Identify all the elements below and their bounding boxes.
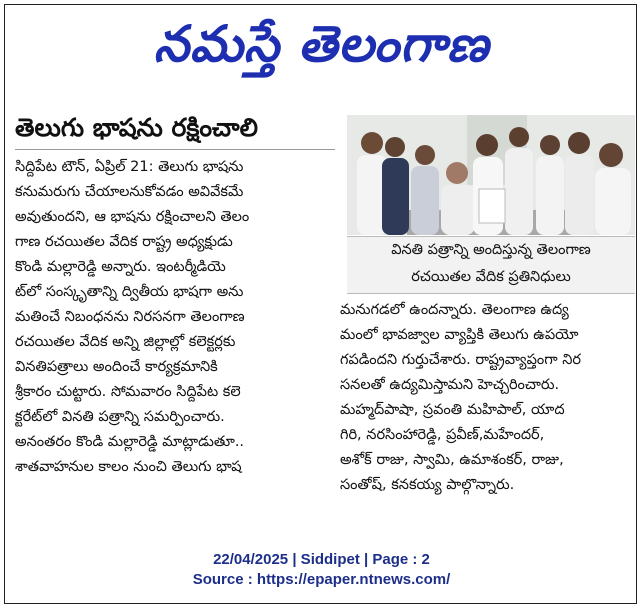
article-line: సంతోష్, కనకయ్య పాల్గొన్నారు.: [340, 477, 515, 493]
article-line: అవుతుందని, ఆ భాషను రక్షించాలని తెలం: [15, 209, 250, 225]
article-line: మంలో భావజ్వాల వ్యాప్తికి తెలుగు ఉపయో: [340, 327, 579, 343]
footer-date-edition: 22/04/2025 | Siddipet | Page : 2: [213, 551, 430, 568]
article-line: అనంతరం కొండి మల్లారెడ్డి మాట్లాడుతూ..: [15, 434, 245, 450]
article-column-right: [340, 298, 635, 498]
article-line: గపడిందని గుర్తుచేశారు. రాష్ట్రవ్యాప్తంగా నిర: [340, 352, 581, 368]
article-column-left: [15, 155, 335, 480]
caption-line: రచయితల వేదిక ప్రతినిధులు: [411, 269, 571, 285]
article-line: గిరి, నరసింహారెడ్డి, ప్రవీణ్,మహేందర్,: [340, 427, 545, 443]
photo-caption: [347, 236, 635, 294]
article-line: క్టరేట్‌లో వినతి పత్రాన్ని సమర్పించారు.: [15, 409, 225, 425]
article-line: అశోక్ రాజు, స్వామి, ఉమాశంకర్, రాజు,: [340, 452, 564, 468]
article-line: రచయితల వేదిక అన్ని జిల్లాల్లో కలెక్టర్లకు: [15, 334, 236, 350]
article-line: మతించే నిబంధనను నిరసనగా తెలంగాణ: [15, 309, 245, 325]
article-line: మనుగడలో ఉందన్నారు. తెలంగాణ ఉద్య: [340, 302, 569, 318]
article-line: ట్‌లో సంస్కృతాన్ని ద్వితీయ భాషగా అను: [15, 284, 244, 300]
article-line: మహ్మద్‌పాషా, స్రవంతి మహిపాల్, యాద: [340, 402, 565, 418]
caption-line: వినతి పత్రాన్ని అందిస్తున్న తెలంగాణ: [391, 242, 591, 258]
article-headline: తెలుగు భాషను రక్షించాలి: [15, 113, 258, 142]
article-photo: [347, 115, 635, 235]
article-line: శ్రీకారం చుట్టారు. సోమవారం సిద్దిపేట కలె: [15, 384, 241, 400]
masthead-title: నమస్తే తెలంగాణ: [153, 14, 490, 73]
clipping-frame: [4, 4, 637, 604]
article-line: కొండి మల్లారెడ్డి అన్నారు. ఇంటర్మీడియె: [15, 259, 226, 275]
newspaper-masthead: [5, 5, 638, 95]
headline-divider: [15, 149, 335, 150]
article-line: కనుమరుగు చేయాలనుకోవడం అవివేకమే: [15, 184, 244, 200]
article-line: సిద్దిపేట టౌన్, ఏప్రిల్ 21: తెలుగు భాషను: [15, 159, 244, 175]
clipping-footer: [5, 550, 638, 590]
article-line: సనలతో ఉద్యమిస్తామని హెచ్చరించారు.: [340, 377, 560, 393]
article-line: వినతిపత్రాలు అందించే కార్యక్రమానికి: [15, 359, 218, 375]
footer-source: Source : https://epaper.ntnews.com/: [192, 571, 451, 588]
article-line: గాణ రచయితల వేదిక రాష్ట్ర అధ్యక్షుడు: [15, 234, 233, 250]
article-line: శాతవాహనుల కాలం నుంచి తెలుగు భాష: [15, 459, 242, 475]
